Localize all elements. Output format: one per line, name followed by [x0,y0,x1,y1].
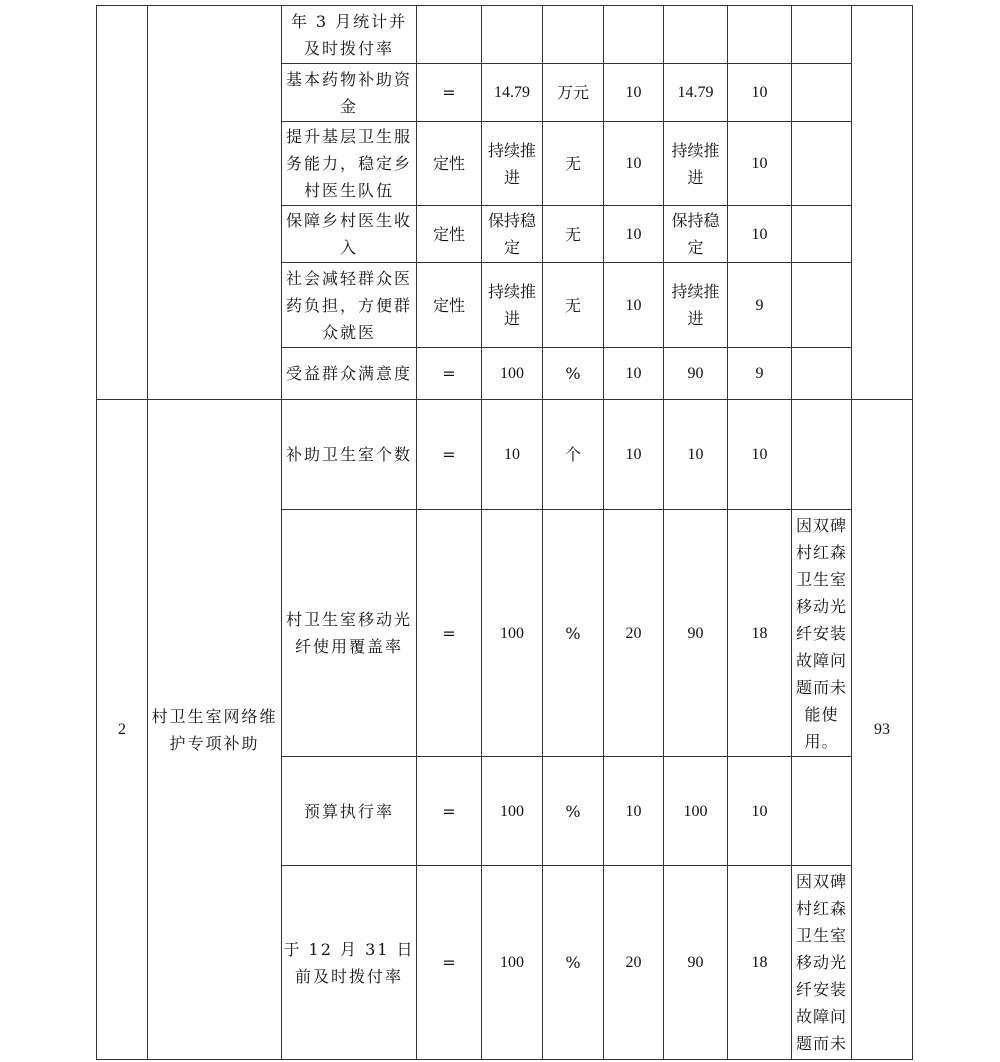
indicator-cell: 受益群众满意度 [282,348,417,400]
op-cell: 定性 [417,122,482,206]
indicator-cell: 年 3 月统计并及时拨付率 [282,6,417,64]
indicator-cell: 村卫生室移动光纤使用覆盖率 [282,510,417,757]
weight-cell [604,6,664,64]
op-cell: 定性 [417,263,482,348]
target-cell: 14.79 [482,64,543,122]
weight-cell: 10 [604,263,664,348]
unit-cell: % [543,757,604,866]
target-cell: 100 [482,348,543,400]
target-cell: 10 [482,400,543,510]
target-cell: 保持稳定 [482,206,543,263]
target-cell: 持续推进 [482,122,543,206]
note-cell [792,348,852,400]
actual-cell: 90 [664,348,728,400]
score-cell [728,6,792,64]
actual-cell: 保持稳定 [664,206,728,263]
indicator-cell: 基本药物补助资金 [282,64,417,122]
actual-cell: 14.79 [664,64,728,122]
score-cell: 10 [728,400,792,510]
target-cell: 100 [482,866,543,1060]
note-cell: 因双碑村红森卫生室移动光纤安装故障问题而未 [792,866,852,1060]
weight-cell: 10 [604,348,664,400]
weight-cell: 10 [604,122,664,206]
performance-table [96,5,913,1060]
project-cell-prev [148,6,282,400]
weight-cell: 20 [604,866,664,1060]
unit-cell: % [543,866,604,1060]
note-cell [792,6,852,64]
actual-cell: 持续推进 [664,263,728,348]
op-cell [417,6,482,64]
indicator-cell: 社会减轻群众医药负担，方便群众就医 [282,263,417,348]
score-cell: 18 [728,510,792,757]
weight-cell: 10 [604,64,664,122]
op-cell: = [417,400,482,510]
target-cell [482,6,543,64]
project-name-cell: 村卫生室网络维护专项补助 [148,400,282,1060]
unit-cell [543,6,604,64]
actual-cell: 持续推进 [664,122,728,206]
target-cell: 100 [482,757,543,866]
actual-cell [664,6,728,64]
note-cell [792,122,852,206]
note-cell: 因双碑村红森卫生室移动光纤安装故障问题而未能使用。 [792,510,852,757]
op-cell: = [417,757,482,866]
target-cell: 持续推进 [482,263,543,348]
actual-cell: 90 [664,510,728,757]
actual-cell: 90 [664,866,728,1060]
weight-cell: 20 [604,510,664,757]
op-cell: 定性 [417,206,482,263]
table-row [97,6,913,64]
target-cell: 100 [482,510,543,757]
unit-cell: 无 [543,263,604,348]
weight-cell: 10 [604,400,664,510]
index-cell-prev [97,6,148,400]
score-cell: 10 [728,206,792,263]
op-cell: = [417,348,482,400]
score-cell: 18 [728,866,792,1060]
unit-cell: 个 [543,400,604,510]
weight-cell: 10 [604,206,664,263]
note-cell [792,206,852,263]
indicator-cell: 保障乡村医生收入 [282,206,417,263]
actual-cell: 100 [664,757,728,866]
note-cell [792,757,852,866]
score-cell: 9 [728,348,792,400]
unit-cell: 无 [543,122,604,206]
score-cell: 10 [728,757,792,866]
weight-cell: 10 [604,757,664,866]
score-cell: 10 [728,64,792,122]
note-cell [792,263,852,348]
score-cell: 10 [728,122,792,206]
unit-cell: % [543,510,604,757]
note-cell [792,64,852,122]
note-cell [792,400,852,510]
total-score-cell: 93 [852,400,913,1060]
op-cell: = [417,510,482,757]
unit-cell: 无 [543,206,604,263]
table-row [97,400,913,510]
unit-cell: % [543,348,604,400]
score-cell: 9 [728,263,792,348]
unit-cell: 万元 [543,64,604,122]
project-index-cell: 2 [97,400,148,1060]
indicator-cell: 预算执行率 [282,757,417,866]
indicator-cell: 于 12 月 31 日前及时拨付率 [282,866,417,1060]
indicator-cell: 补助卫生室个数 [282,400,417,510]
op-cell: = [417,64,482,122]
total-cell-prev [852,6,913,400]
actual-cell: 10 [664,400,728,510]
indicator-cell: 提升基层卫生服务能力，稳定乡村医生队伍 [282,122,417,206]
op-cell: = [417,866,482,1060]
